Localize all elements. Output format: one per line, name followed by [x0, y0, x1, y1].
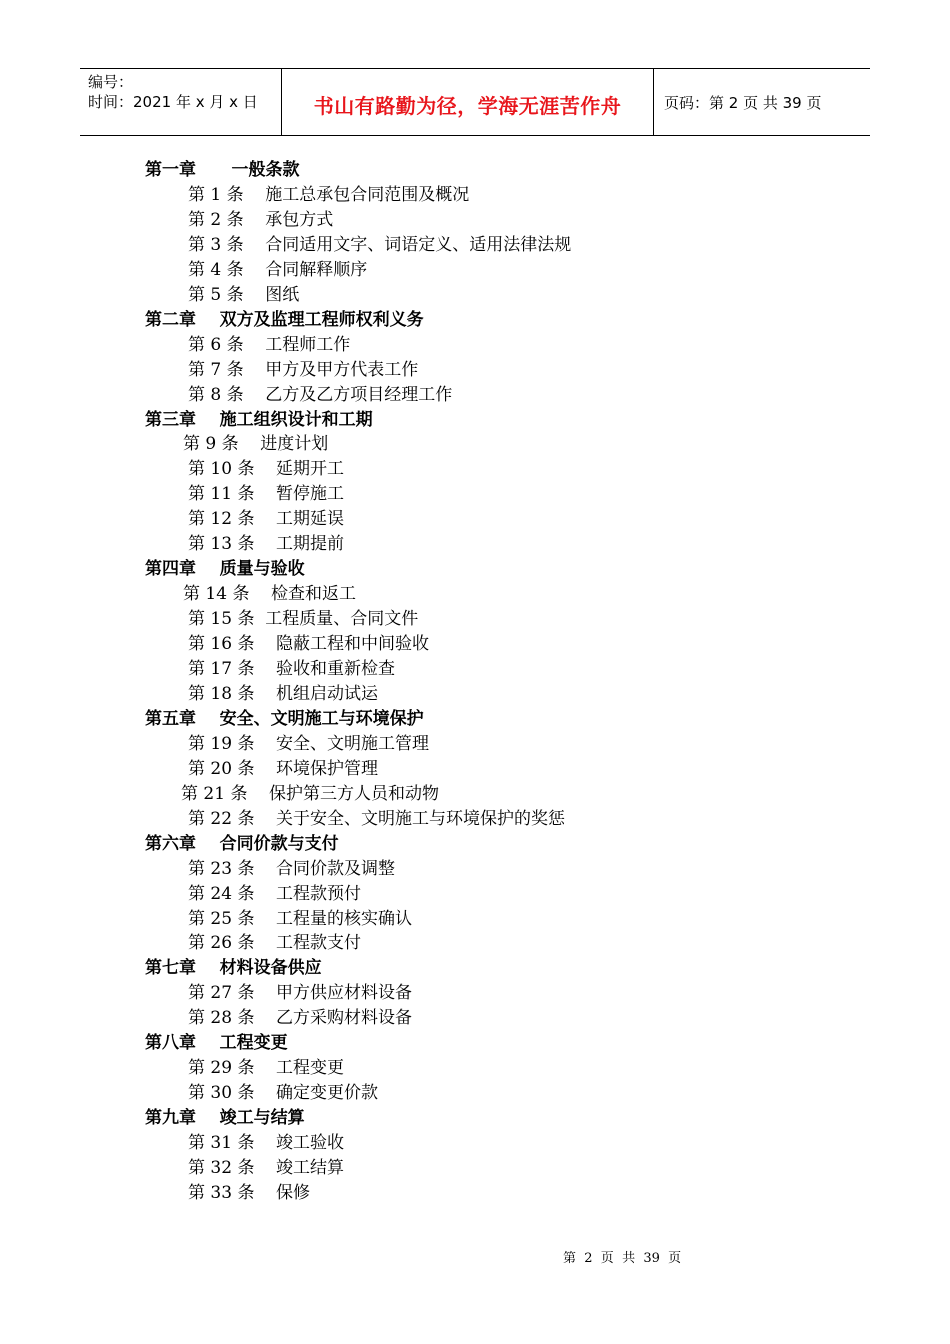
header-motto-cell — [282, 69, 654, 135]
toc-article-item: 第 22 条 关于安全、文明施工与环境保护的奖惩 — [188, 808, 566, 829]
page-header — [80, 68, 870, 136]
toc-chapter-heading: 第一章 一般条款 — [145, 160, 300, 180]
toc-article-item: 第 13 条 工期提前 — [188, 534, 345, 555]
toc-article-item: 第 25 条 工程量的核实确认 — [188, 908, 413, 929]
toc-article-item: 第 28 条 乙方采购材料设备 — [188, 1008, 413, 1029]
header-page-label: 页码：第 2 页 共 39 页 — [664, 93, 822, 112]
toc-chapter-heading: 第六章 合同价款与支付 — [145, 833, 339, 854]
toc-article-item: 第 27 条 甲方供应材料设备 — [188, 983, 413, 1004]
toc-chapter-heading: 第五章 安全、文明施工与环境保护 — [145, 708, 424, 729]
toc-chapter-heading: 第二章 双方及监理工程师权利义务 — [145, 309, 424, 330]
toc-article-item: 第 26 条 工程款支付 — [188, 933, 362, 954]
toc-chapter-heading: 第三章 施工组织设计和工期 — [145, 409, 373, 430]
toc-article-item: 第 32 条 竣工结算 — [188, 1158, 345, 1178]
toc-article-item: 第 1 条 施工总承包合同范围及概况 — [188, 184, 470, 205]
toc-chapter-heading: 第九章 竣工与结算 — [145, 1108, 305, 1129]
toc-article-item: 第 23 条 合同价款及调整 — [188, 858, 396, 879]
toc-article-item: 第 8 条 乙方及乙方项目经理工作 — [188, 384, 453, 405]
toc-article-item: 第 2 条 承包方式 — [188, 209, 334, 230]
toc-article-item: 第 11 条 暂停施工 — [188, 484, 345, 505]
toc-article-item: 第 14 条 检查和返工 — [183, 584, 357, 605]
toc-chapter-heading: 第八章 工程变更 — [145, 1033, 288, 1054]
header-motto: 书山有路勤为径，学海无涯苦作舟 — [313, 93, 622, 118]
toc-article-item: 第 6 条 工程师工作 — [188, 334, 351, 355]
toc-article-item: 第 21 条 保护第三方人员和动物 — [181, 783, 440, 804]
toc-article-item: 第 30 条 确定变更价款 — [188, 1083, 379, 1104]
header-meta — [80, 69, 282, 135]
toc-article-item: 第 4 条 合同解释顺序 — [188, 259, 368, 280]
toc-article-item: 第 3 条 合同适用文字、词语定义、适用法律法规 — [188, 234, 572, 255]
toc-article-item: 第 9 条 进度计划 — [183, 434, 329, 455]
toc-article-item: 第 18 条 机组启动试运 — [188, 683, 379, 704]
toc-article-item: 第 17 条 验收和重新检查 — [188, 659, 396, 679]
toc-article-item: 第 31 条 竣工验收 — [188, 1133, 345, 1154]
toc-article-item: 第 29 条 工程变更 — [188, 1058, 345, 1079]
toc-article-item: 第 10 条 延期开工 — [188, 459, 345, 480]
toc-article-item: 第 16 条 隐蔽工程和中间验收 — [188, 634, 430, 655]
document-number-label: 编号： — [88, 73, 134, 91]
toc-article-item: 第 24 条 工程款预付 — [188, 883, 362, 904]
document-time-label: 时间：2021 年 x 月 x 日 — [88, 93, 258, 111]
toc-chapter-heading: 第七章 材料设备供应 — [145, 958, 322, 979]
toc-chapter-heading: 第四章 质量与验收 — [145, 559, 305, 580]
toc-article-item: 第 5 条 图纸 — [188, 284, 300, 305]
footer-page-number: 第 2 页 共 39 页 — [563, 1251, 682, 1266]
toc-article-item: 第 7 条 甲方及甲方代表工作 — [188, 359, 419, 380]
toc-article-item: 第 33 条 保修 — [188, 1182, 311, 1203]
toc-article-item: 第 20 条 环境保护管理 — [188, 758, 379, 779]
header-page-cell — [654, 69, 870, 135]
toc-article-item: 第 19 条 安全、文明施工管理 — [188, 733, 430, 754]
toc-article-item: 第 15 条 工程质量、合同文件 — [188, 609, 419, 630]
toc-article-item: 第 12 条 工期延误 — [188, 509, 345, 530]
